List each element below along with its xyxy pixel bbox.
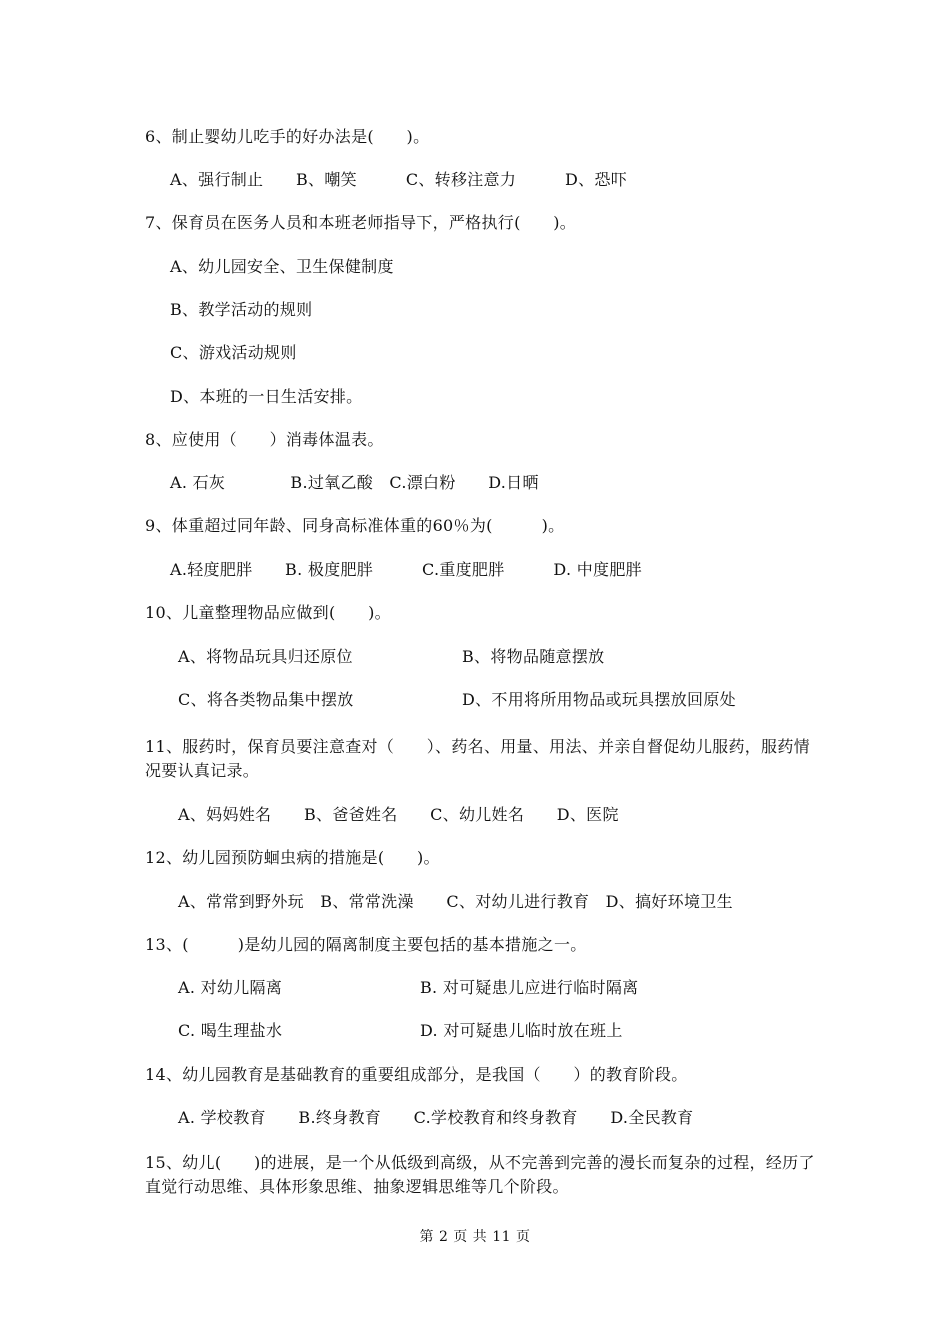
question-10-stem: 10、儿童整理物品应做到( )。 xyxy=(145,603,391,622)
question-10-option-a: A、将物品玩具归还原位 xyxy=(178,647,353,666)
question-9-stem: 9、体重超过同年龄、同身高标准体重的60％为( )。 xyxy=(145,516,565,535)
question-11-options: A、妈妈姓名 B、爸爸姓名 C、幼儿姓名 D、医院 xyxy=(178,805,619,824)
question-7-option-c: C、游戏活动规则 xyxy=(170,343,297,362)
question-8-stem: 8、应使用（ ）消毒体温表。 xyxy=(145,430,384,449)
question-6-options: A、强行制止 B、嘲笑 C、转移注意力 D、恐吓 xyxy=(170,170,628,189)
question-8-options: A. 石灰 B.过氧乙酸 C.漂白粉 D.日晒 xyxy=(170,473,539,492)
question-13-stem: 13、( )是幼儿园的隔离制度主要包括的基本措施之一。 xyxy=(145,935,587,954)
question-7-option-b: B、教学活动的规则 xyxy=(170,300,313,319)
page-number: 第 2 页 共 11 页 xyxy=(419,1229,531,1245)
question-13-option-b: B. 对可疑患儿应进行临时隔离 xyxy=(420,978,639,997)
question-14-options: A. 学校教育 B.终身教育 C.学校教育和终身教育 D.全民教育 xyxy=(178,1108,694,1127)
question-9-options: A.轻度肥胖 B. 极度肥胖 C.重度肥胖 D. 中度肥胖 xyxy=(170,560,642,579)
question-7-option-d: D、本班的一日生活安排。 xyxy=(170,387,363,406)
question-13-option-c: C. 喝生理盐水 xyxy=(178,1021,283,1040)
question-13-option-d: D. 对可疑患儿临时放在班上 xyxy=(420,1021,623,1040)
question-12-stem: 12、幼儿园预防蛔虫病的措施是( )。 xyxy=(145,848,440,867)
question-7-option-a: A、幼儿园安全、卫生保健制度 xyxy=(170,257,394,276)
question-6-stem: 6、制止婴幼儿吃手的好办法是( )。 xyxy=(145,127,430,146)
question-13-option-a: A. 对幼儿隔离 xyxy=(178,978,283,997)
question-12-options: A、常常到野外玩 B、常常洗澡 C、对幼儿进行教育 D、搞好环境卫生 xyxy=(178,892,733,911)
question-14-stem: 14、幼儿园教育是基础教育的重要组成部分，是我国（ ）的教育阶段。 xyxy=(145,1065,688,1084)
question-15-stem: 15、幼儿( )的进展，是一个从低级到高级，从不完善到完善的漫长而复杂的过程，经历了直觉行动思维、具体形象思维、抽象逻辑思维等几个阶段。 xyxy=(145,1153,815,1196)
question-10-option-d: D、不用将所用物品或玩具摆放回原处 xyxy=(462,690,736,709)
question-7-stem: 7、保育员在医务人员和本班老师指导下，严格执行( )。 xyxy=(145,213,577,232)
question-10-option-b: B、将物品随意摆放 xyxy=(462,647,605,666)
question-10-option-c: C、将各类物品集中摆放 xyxy=(178,690,354,709)
question-11-stem: 11、服药时，保育员要注意查对（ ）、药名、用量、用法、并亲自督促幼儿服药，服药情况要认真记录。 xyxy=(145,737,810,780)
